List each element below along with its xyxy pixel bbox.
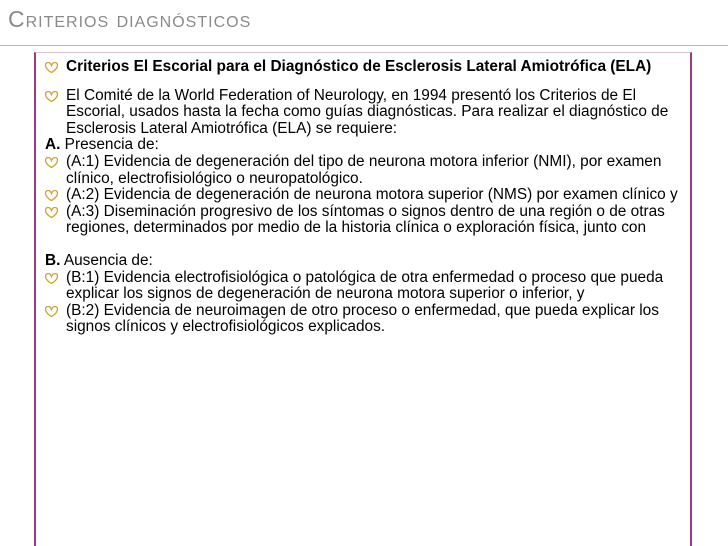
list-item-text: (B:2) Evidencia de neuroimagen de otro proceso o enfermedad, que pueda explicar los signos clínicos y electrofisiológicos explicados. — [66, 301, 659, 336]
bullet-icon — [45, 207, 58, 218]
list-item — [46, 187, 686, 204]
list-item — [46, 88, 686, 138]
slide-content — [46, 59, 686, 336]
bullet-icon — [45, 157, 58, 168]
list-item — [46, 270, 686, 303]
title-divider — [0, 45, 728, 46]
list-item — [46, 303, 686, 336]
list-item-text: (A:1) Evidencia de degeneración del tipo de neurona motora inferior (NMI), por examen clínico, electrofisiológico o neuropatológico. — [66, 152, 662, 187]
section-label: Presencia de: — [60, 136, 159, 154]
list-item-text: El Comité de la World Federation of Neurology, en 1994 presentó los Criterios de El Escorial, usados hasta la fecha como guías diagnósticas. Para realizar el diagnóstico de Esclerosis Lateral Amiotrófica (ELA) se requiere: — [66, 86, 669, 137]
section-letter: B. — [45, 251, 61, 269]
bullet-icon — [45, 306, 58, 317]
bullet-icon — [45, 273, 58, 284]
list-item-text: Criterios El Escorial para el Diagnóstico de Esclerosis Lateral Amiotrófica (ELA) — [66, 58, 652, 75]
section-letter: A. — [45, 136, 61, 154]
section-b-heading — [45, 253, 686, 270]
list-item — [46, 204, 686, 237]
section-label: Ausencia de: — [60, 251, 153, 269]
list-item-text: (A:3) Diseminación progresivo de los síntomas o signos dentro de una región o de otras regiones, determinados por medio de la historia clínica o exploración física, junto con — [66, 202, 665, 237]
section-a-heading — [45, 137, 686, 154]
slide-title: Criterios diagnósticos — [8, 6, 252, 32]
bullet-icon — [45, 91, 58, 102]
list-item-text: (A:2) Evidencia de degeneración de neurona motora superior (NMS) por examen clínico y — [66, 186, 678, 204]
list-item — [46, 59, 686, 76]
list-item — [46, 154, 686, 187]
list-item-text: (B:1) Evidencia electrofisiológica o patológica de otra enfermedad o proceso que pueda explicar los signos de degeneración de neurona motora superior o inferior, y — [66, 268, 664, 303]
bullet-icon — [45, 62, 58, 73]
bullet-icon — [45, 190, 58, 201]
